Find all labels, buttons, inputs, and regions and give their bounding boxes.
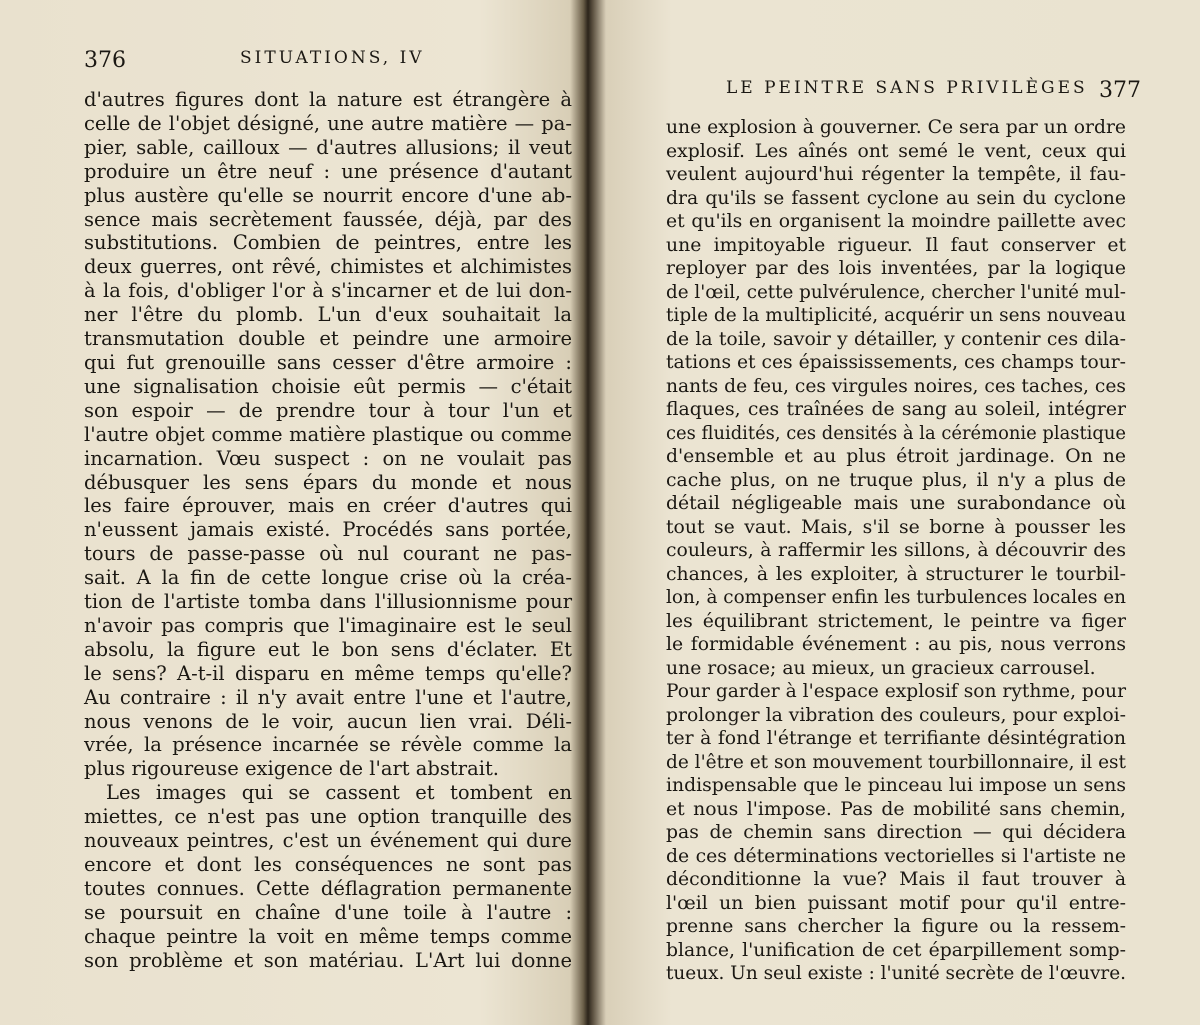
text-line: transmutation double et peindre une armoire (84, 327, 572, 351)
text-line: sait. A la fin de cette longue crise où la créa- (84, 566, 572, 590)
text-line: tations et ces épaississements, ces champs tour- (666, 352, 1126, 373)
text-line: pier, sable, cailloux — d'autres allusions; il veut (84, 135, 572, 159)
right-page-body (666, 116, 1126, 986)
text-line: miettes, ce n'est pas une option tranquille des (84, 805, 573, 829)
text-line: son problème et son matériau. L'Art lui donne (84, 948, 573, 972)
text-line: absolu, la figure eut le bon sens d'éclater. Et (84, 637, 573, 661)
text-line: tours de passe-passe où nul courant ne pas- (84, 542, 572, 566)
text-line: et nous l'impose. Pas de mobilité sans chemin, (666, 798, 1126, 820)
text-line: pas de chemin sans direction — qui décidera (666, 822, 1127, 843)
right-page (596, 0, 1200, 1025)
text-line: débusquer les sens épars du monde et nous (84, 470, 573, 494)
text-line: explosif. Les aînés ont semé le vent, ceux qui (666, 140, 1126, 162)
text-line: substitutions. Combien de peintres, entre les (84, 231, 572, 255)
text-line: chaque peintre la voit en même temps comme (84, 924, 572, 948)
text-line: n'avoir pas compris que l'imaginaire est le seul (84, 613, 573, 637)
text-line: blance, l'unification de cet éparpillement somp- (666, 939, 1126, 961)
text-line: d'ensemble et au plus étroit jardinage. On ne (666, 446, 1127, 467)
text-line: n'eussent jamais existé. Procédés sans portée, (84, 518, 572, 542)
text-line: cache plus, on ne truque plus, il n'y a plus de (666, 469, 1126, 491)
left-page-number: 376 (84, 48, 126, 73)
text-line: ner l'être du plomb. L'un d'eux souhaitait la (84, 303, 572, 327)
text-line: le sens? A-t-il disparu en même temps qu'elle? (84, 661, 572, 685)
text-line: une impitoyable rigueur. Il faut conserver et (666, 234, 1127, 256)
text-line: et qu'ils en organisent la moindre paillette avec (666, 211, 1126, 232)
text-line: tiple de la multiplicité, acquérir un sens nouveau (666, 305, 1126, 326)
text-line: son espoir — de prendre tour à tour l'un et (84, 398, 572, 422)
text-line: indispensable que le pinceau lui impose un sens (666, 775, 1126, 796)
text-line: une rosace; au mieux, un gracieux carrousel. (666, 657, 1096, 679)
text-line: chances, à les exploiter, à structurer le tourbil- (666, 563, 1127, 585)
text-line: ces fluidités, ces densités à la cérémonie plastique (666, 422, 1126, 444)
text-line: de l'être et son mouvement tourbillonnaire, il est (666, 751, 1126, 773)
text-line: dra qu'ils se fassent cyclone au sein du cyclone (666, 187, 1126, 209)
text-line: produire un être neuf : une présence d'autant (84, 159, 572, 183)
left-page (0, 0, 585, 1025)
text-line: Au contraire : il n'y avait entre l'une et l'autre, (84, 685, 572, 709)
text-line: tion de l'artiste tomba dans l'illusionnisme pour (84, 590, 573, 614)
text-line: d'autres figures dont la nature est étrangère à (84, 88, 573, 111)
text-line: prolonger la vibration des couleurs, pour exploi- (666, 704, 1127, 726)
text-line: encore et dont les conséquences ne sont pas (84, 853, 573, 876)
text-line: celle de l'objet désigné, une autre matière — pa- (84, 111, 572, 135)
text-line: plus rigoureuse exigence de l'art abstrait. (84, 757, 499, 781)
left-page-body (84, 88, 572, 973)
text-line: tout se vaut. Mais, s'il se borne à pousser les (666, 516, 1126, 538)
text-line: l'autre objet comme matière plastique ou comme (84, 422, 572, 446)
text-line: les équilibrant strictement, le peintre va figer (666, 610, 1127, 632)
text-line: se poursuit en chaîne d'une toile à l'autre : (84, 900, 573, 924)
text-line: vrée, la présence incarnée se révèle comme la (84, 733, 572, 757)
text-line: une explosion à gouverner. Ce sera par un ordre (666, 117, 1126, 138)
text-line: plus austère qu'elle se nourrit encore d'une ab- (84, 183, 572, 207)
text-line: prenne sans chercher la figure ou la ressem- (666, 916, 1126, 937)
right-running-head: LE PEINTRE SANS PRIVILÈGES (726, 78, 1088, 98)
text-line: de la toile, savoir y détailler, y contenir ces dila- (666, 328, 1127, 350)
text-line: toutes connues. Cette déflagration permanente (84, 876, 572, 900)
text-line: veulent aujourd'hui régenter la tempête, il fau- (666, 164, 1127, 185)
text-line: Les images qui se cassent et tombent en (106, 781, 573, 805)
text-line: qui fut grenouille sans cesser d'être armoire : (84, 350, 572, 374)
text-line: couleurs, à raffermir les sillons, à découvrir des (666, 540, 1127, 561)
left-running-head: SITUATIONS, IV (240, 48, 425, 68)
text-line: le formidable événement : au pis, nous verrons (666, 634, 1126, 655)
text-line: de ces déterminations vectorielles si l'artiste ne (666, 845, 1126, 867)
text-line: flaques, ces traînées de sang au soleil, intégrer (666, 399, 1126, 420)
text-line: sence mais secrètement faussée, déjà, par des (84, 207, 572, 231)
text-line: nouveaux peintres, c'est un événement qui dure (84, 829, 572, 853)
text-line: ter à fond l'étrange et terrifiante désintégration (666, 728, 1126, 749)
text-line: déconditionne la vue? Mais il faut trouver à (666, 869, 1127, 890)
text-line: les faire éprouver, mais en créer d'autres qui (84, 494, 573, 518)
text-line: détail négligeable mais une surabondance où (666, 493, 1127, 514)
text-line: nous venons de le voir, aucun lien vrai. Déli- (84, 709, 572, 733)
text-line: lon, à compenser enfin les turbulences locales en (666, 587, 1126, 608)
text-line: deux guerres, ont rêvé, chimistes et alchimistes (84, 255, 573, 279)
right-page-number: 377 (1099, 78, 1141, 103)
text-line: Pour garder à l'espace explosif son rythme, pour (666, 681, 1126, 702)
text-line: nants de feu, ces virgules noires, ces taches, ces (666, 375, 1126, 397)
text-line: une signalisation choisie eût permis — c'était (84, 374, 572, 398)
text-line: à la fois, d'obliger l'or à s'incarner et de lui don- (84, 279, 572, 303)
text-line: incarnation. Vœu suspect : on ne voulait pas (84, 446, 572, 470)
text-line: reployer par des lois inventées, par la logique (666, 258, 1126, 279)
text-line: de l'œil, cette pulvérulence, chercher l'unité mul- (666, 281, 1126, 303)
text-line: l'œil un bien puissant motif pour qu'il entre- (666, 892, 1126, 914)
text-line: tueux. Un seul existe : l'unité secrète de l'œuvre. (666, 963, 1126, 984)
